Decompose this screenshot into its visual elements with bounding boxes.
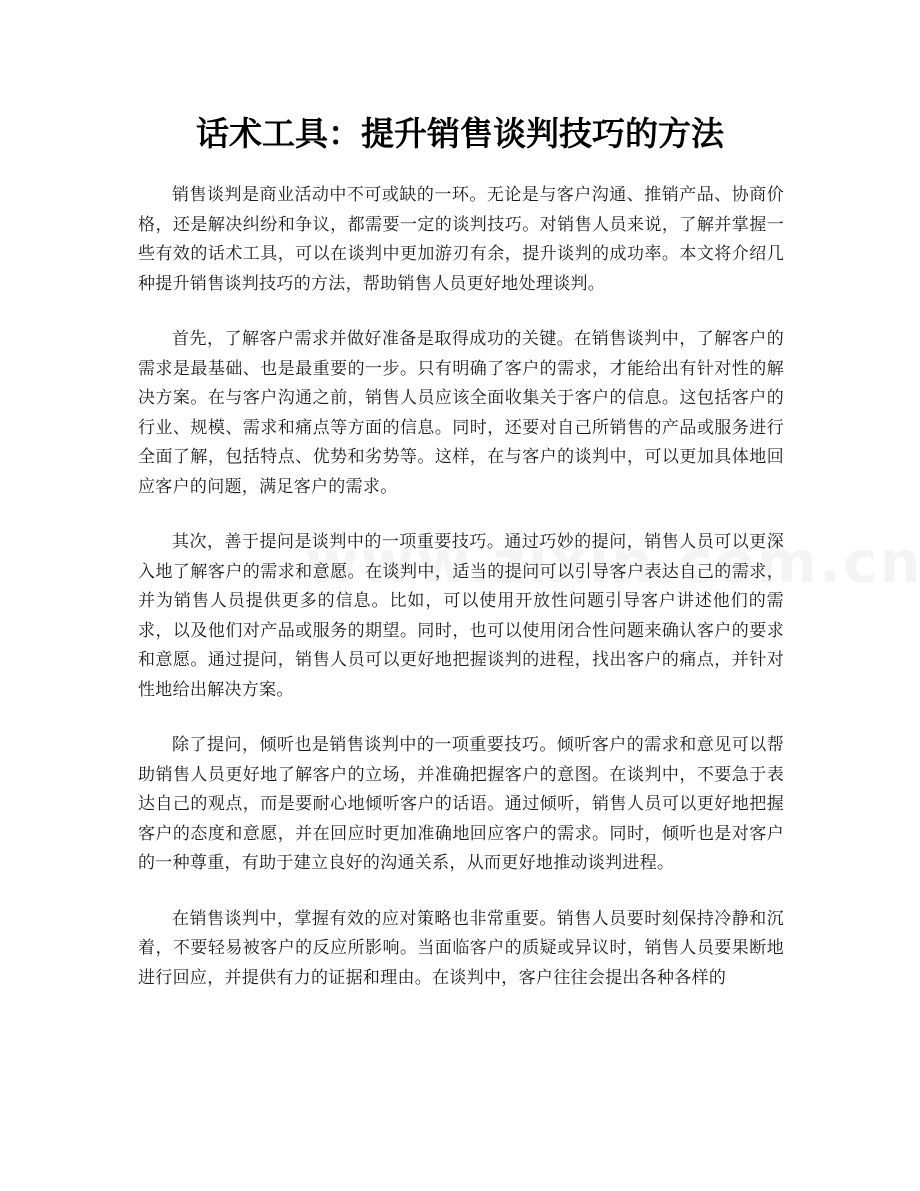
document-body [138,181,784,1019]
paragraph-2: 首先，了解客户需求并做好准备是取得成功的关键。在销售谈判中，了解客户的需求是最基础、也是最重要的一步。只有明确了客户的需求，才能给出有针对性的解决方案。在与客户沟通之前，销售人员应该全面收集关于客户的信息。这包括客户的行业、规模、需求和痛点等方面的信息。同时，还要对自己所销售的产品或服务进行全面了解，包括特点、优势和劣势等。这样，在与客户的谈判中，可以更加具体地回应客户的问题，满足客户的需求。 [138,329,784,497]
paragraph-4: 除了提问，倾听也是销售谈判中的一项重要技巧。倾听客户的需求和意见可以帮助销售人员更好地了解客户的立场，并准确把握客户的意图。在谈判中，不要急于表达自己的观点，而是要耐心地倾听客户的话语。通过倾听，销售人员可以更好地把握客户的态度和意愿，并在回应时更加准确地回应客户的需求。同时，倾听也是对客户的一种尊重，有助于建立良好的沟通关系，从而更好地推动谈判进程。 [138,735,784,873]
paragraph-3: 其次，善于提问是谈判中的一项重要技巧。通过巧妙的提问，销售人员可以更深入地了解客户的需求和意愿。在谈判中，适当的提问可以引导客户表达自己的需求，并为销售人员提供更多的信息。比如，可以使用开放性问题引导客户讲述他们的需求，以及他们对产品或服务的期望。同时，也可以使用闭合性问题来确认客户的要求和意愿。通过提问，销售人员可以更好地把握谈判的进程，找出客户的痛点，并针对性地给出解决方案。 [138,532,784,700]
document-title: 话术工具：提升销售谈判技巧的方法 [196,114,724,153]
paragraph-1: 销售谈判是商业活动中不可或缺的一环。无论是与客户沟通、推销产品、协商价格，还是解决纠纷和争议，都需要一定的谈判技巧。对销售人员来说，了解并掌握一些有效的话术工具，可以在谈判中更加游刃有余，提升谈判的成功率。本文将介绍几种提升销售谈判技巧的方法，帮助销售人员更好地处理谈判。 [138,185,784,294]
paragraph-5: 在销售谈判中，掌握有效的应对策略也非常重要。销售人员要时刻保持冷静和沉着，不要轻易被客户的反应所影响。当面临客户的质疑或异议时，销售人员要果断地进行回应，并提供有力的证据和理由。在谈判中，客户往往会提出各种各样的 [138,908,784,988]
